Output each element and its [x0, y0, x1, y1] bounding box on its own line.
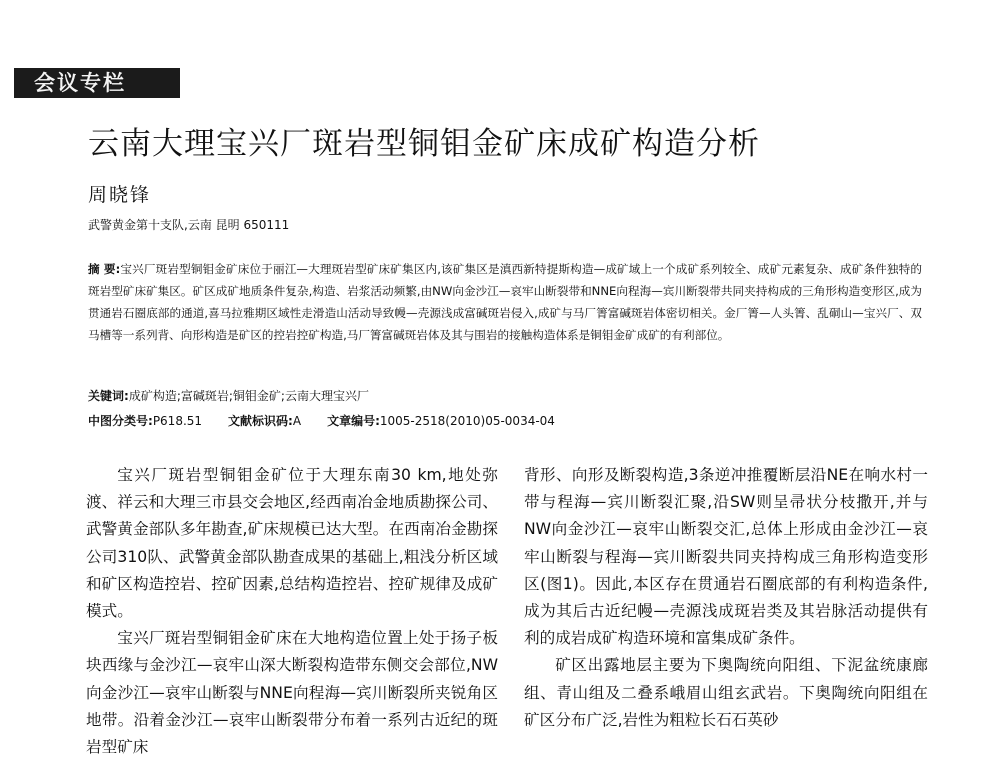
abstract-label: 摘 要:	[88, 262, 121, 276]
section-tag: 会议专栏	[14, 68, 180, 98]
body-column-left	[86, 462, 498, 761]
author-affiliation: 武警黄金第十支队,云南 昆明 650111	[88, 218, 290, 232]
clc-value: P618.51	[152, 414, 203, 428]
abstract-text: 宝兴厂斑岩型铜钼金矿床位于丽江—大理斑岩型矿床矿集区内,该矿集区是滇西新特提斯构造—成矿域上一个成矿系列较全、成矿元素复杂、成矿条件独特的斑岩型矿床矿集区。矿区成矿地质条件复杂,构造、岩浆活动频繁,由NW向金沙江—哀牢山断裂带和NNE向程海—宾川断裂带共同夹持构成的三角形构造变形区,成为贯通岩石圈底部的通道,喜马拉雅期区域性走滑造山活动导致幔—壳源浅成富碱斑岩侵入,成矿与马厂箐富碱斑岩体密切相关。金厂箐—人头箐、乱硐山—宝兴厂、双马槽等一系列背、向形构造是矿区的控岩控矿构造,马厂箐富碱斑岩体及其与围岩的接触构造体系是铜钼金矿成矿的有利部位。	[88, 262, 922, 342]
body-paragraph: 矿区出露地层主要为下奥陶统向阳组、下泥盆统康廊组、青山组及二叠系峨眉山组玄武岩。下奥陶统向阳组在矿区分布广泛,岩性为粗粒长石石英砂	[524, 656, 928, 729]
body-paragraph: 宝兴厂斑岩型铜钼金矿位于大理东南30 km,地处弥渡、祥云和大理三市县交会地区,经西南冶金地质勘探公司、武警黄金部队多年勘查,矿床规模已达大型。在西南冶金勘探公司310队、武警黄金部队勘查成果的基础上,粗浅分析区域和矿区构造控岩、控矿因素,总结构造控岩、控矿规律及成矿模式。	[86, 466, 498, 621]
keywords-text: 成矿构造;富碱斑岩;铜钼金矿;云南大理宝兴厂	[128, 389, 369, 403]
clc-label: 中图分类号:	[88, 414, 153, 428]
keywords-label: 关键词:	[88, 389, 129, 403]
doc-code-value: A	[292, 414, 302, 428]
body-column-right	[524, 462, 928, 734]
doc-code-label: 文献标识码:	[228, 414, 293, 428]
article-number-label: 文章编号:	[327, 414, 380, 428]
keywords	[88, 387, 369, 404]
body-paragraph: 背形、向形及断裂构造,3条逆冲推覆断层沿NE在响水村一带与程海—宾川断裂汇聚,沿SW则呈帚状分枝撒开,并与NW向金沙江—哀牢山断裂交汇,总体上形成由金沙江—哀牢山断裂与程海—宾川断裂共同夹持构成三角形构造变形区(图1)。因此,本区存在贯通岩石圈底部的有利构造条件,成为其后古近纪幔—壳源浅成斑岩类及其岩脉活动提供有利的成岩成矿构造环境和富集成矿条件。	[524, 466, 928, 648]
classification-line	[88, 412, 555, 429]
article-title: 云南大理宝兴厂斑岩型铜钼金矿床成矿构造分析	[88, 126, 760, 162]
body-paragraph: 宝兴厂斑岩型铜钼金矿床在大地构造位置上处于扬子板块西缘与金沙江—哀牢山深大断裂构造带东侧交会部位,NW向金沙江—哀牢山断裂与NNE向程海—宾川断裂所夹锐角区地带。沿着金沙江—哀牢山断裂带分布着一系列古近纪的斑岩型矿床	[86, 629, 498, 757]
author-name: 周晓锋	[88, 184, 152, 206]
article-number-value: 1005-2518(2010)05-0034-04	[379, 414, 555, 428]
abstract	[88, 258, 922, 346]
